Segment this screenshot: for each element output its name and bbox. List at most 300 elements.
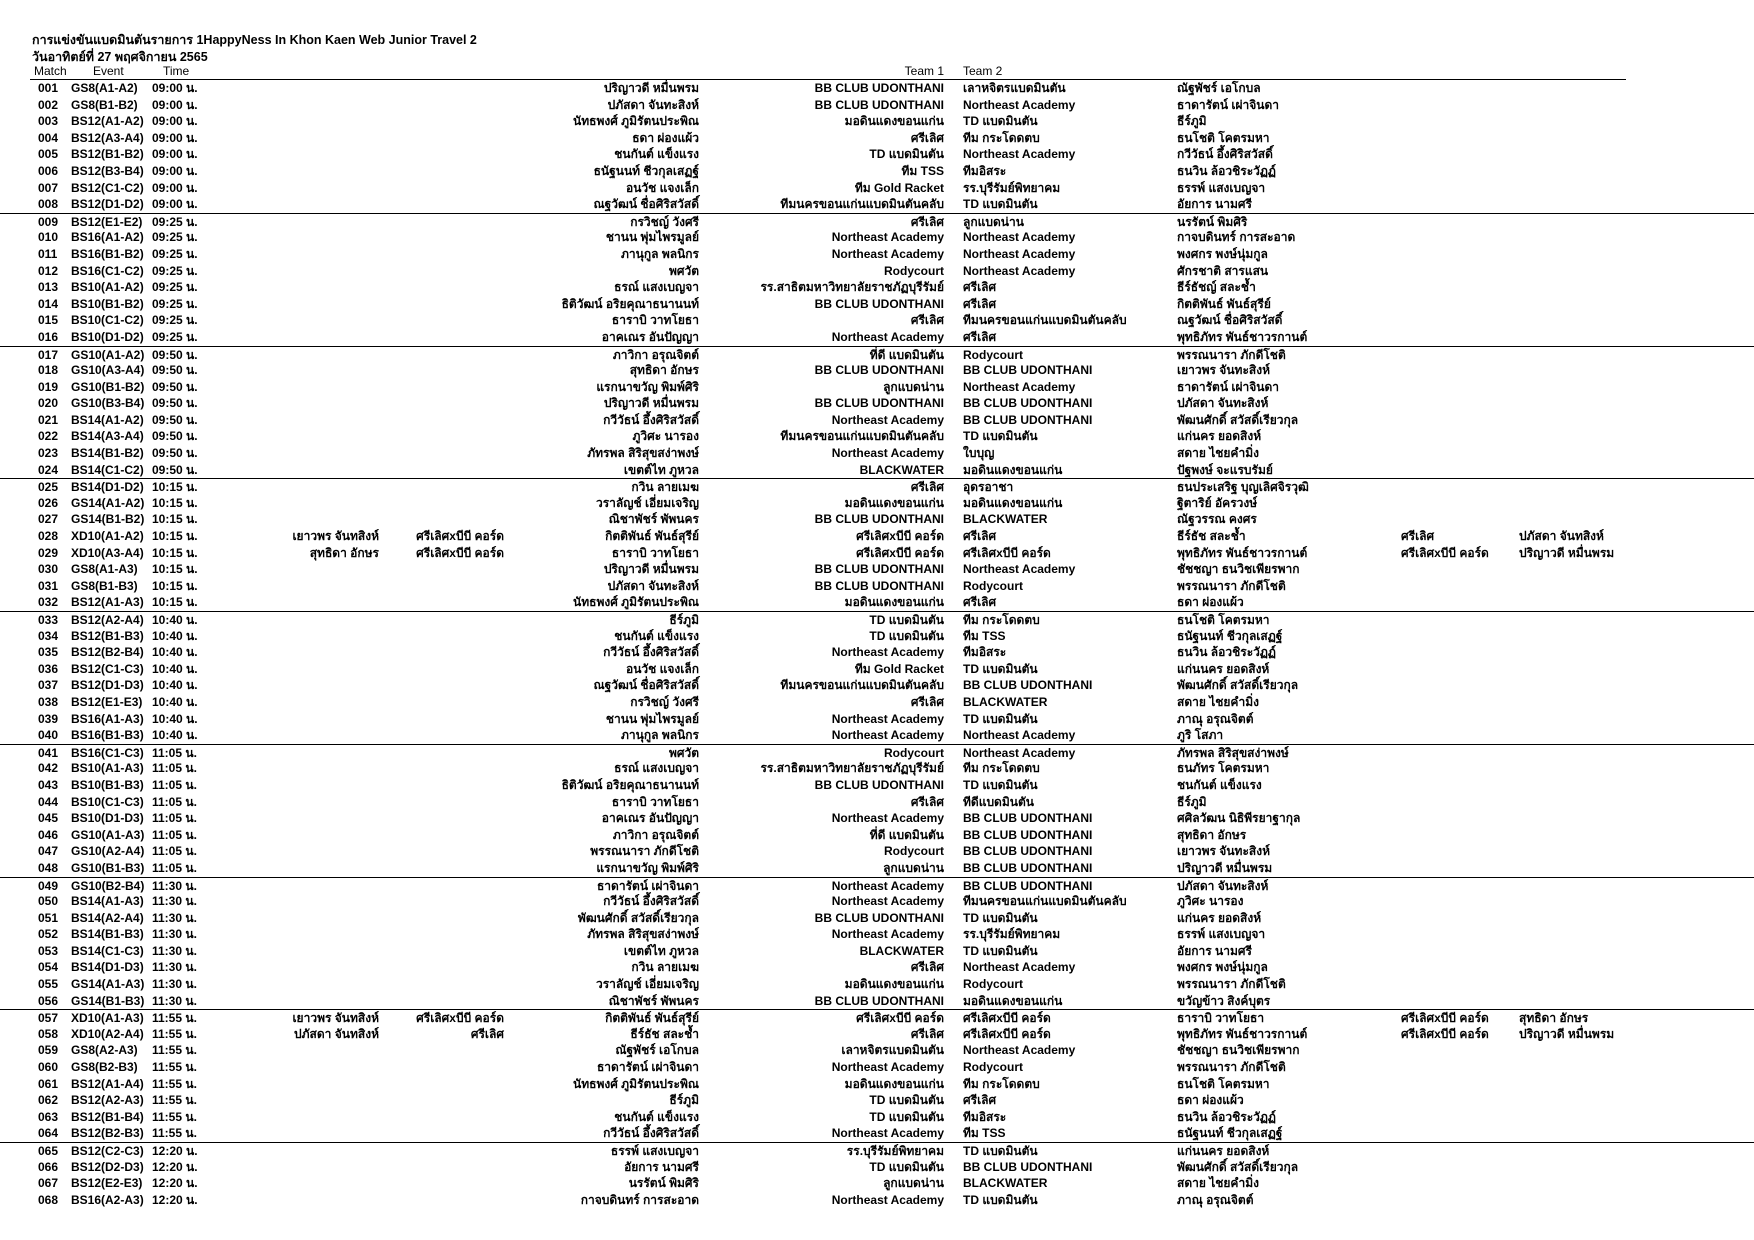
team1-club: BB CLUB UDONTHANI (814, 296, 944, 311)
event-code: BS12(E1-E2) (71, 214, 143, 229)
team1-player: ธาราบิ วาทโยธา (611, 545, 699, 560)
team2-club: เลาหจิตรแบดมินตัน (963, 81, 1066, 95)
team1-player: แรกนาขวัญ พิมพ์ศิริ (596, 860, 699, 875)
team2-player: พรรณนารา ภักดีโชติ (1177, 347, 1286, 362)
column-header-event: Event (93, 64, 124, 78)
team1-club: ลูกแบดน่าน (883, 860, 944, 875)
team2-club: BB CLUB UDONTHANI (963, 412, 1093, 427)
team2-club: TD แบดมินตัน (963, 943, 1038, 958)
table-row (0, 727, 1754, 744)
team2-player: ธีร์ธัช สละช้ำ (1177, 529, 1246, 544)
team2-club: ลูกแบดน่าน (963, 214, 1024, 229)
team2-club: TD แบดมินตัน (963, 777, 1038, 792)
team1-player: วราลัญช์ เอี่ยมเจริญ (595, 977, 699, 992)
team1-player: ชานน พุ่มไพรมูลย์ (605, 711, 699, 726)
match-time: 09:25 น. (152, 230, 198, 245)
team1-club: รร.สาธิตมหาวิทยาลัยราชภัฏบุรีรัมย์ (760, 280, 944, 295)
team2-club: BB CLUB UDONTHANI (963, 827, 1093, 842)
team2-player: ธีร์ธัชญ์ สละช้ำ (1177, 280, 1256, 295)
match-number: 052 (38, 927, 59, 942)
team2-club: ศรีเลิศxบีบี คอร์ด (963, 1011, 1051, 1026)
match-time: 12:20 น. (152, 1159, 198, 1174)
match-number: 019 (38, 379, 59, 394)
column-header-match: Match (34, 64, 67, 78)
table-row (0, 196, 1754, 213)
team2-club: Northeast Academy (963, 230, 1076, 245)
column-header-team1: Team 1 (904, 64, 944, 78)
team2-club: ศรีเลิศ (963, 1093, 997, 1108)
match-time: 09:50 น. (152, 412, 198, 427)
team2-club: ทีมนครขอนแก่นแบดมินตันคลับ (963, 313, 1127, 328)
team1-club: Northeast Academy (831, 1126, 944, 1141)
team1-player: พัฒนศักดิ์ สวัสดิ์เรียวกุล (577, 910, 699, 925)
match-time: 10:40 น. (152, 661, 198, 676)
match-time: 11:30 น. (152, 977, 197, 992)
team1-player: ธาราบิ วาทโยธา (611, 794, 699, 809)
team1-club: TD แบดมินตัน (869, 147, 944, 162)
event-code: BS12(A1-A4) (71, 1076, 144, 1091)
team2-partner-club: ศรีเลิศ (1401, 529, 1435, 544)
team2-player: กาจบดินทร์ การสะอาด (1177, 230, 1296, 245)
team2-player: ปภัสดา จันทะสิงห์ (1177, 878, 1269, 893)
table-row (0, 827, 1754, 844)
team1-player: ณัฐพัชร์ เอโกบล (615, 1043, 699, 1058)
table-row (0, 1192, 1754, 1209)
team1-club: Rodycourt (884, 844, 944, 859)
team1-player: ภัทรพล สิริสุขสง่าพงษ์ (587, 927, 699, 942)
table-row (0, 545, 1754, 562)
table-row (0, 993, 1754, 1010)
team1-club: BB CLUB UDONTHANI (814, 578, 944, 593)
team2-club: Northeast Academy (963, 1043, 1076, 1058)
event-code: GS10(A1-A3) (71, 827, 145, 842)
match-number: 003 (38, 114, 59, 129)
event-code: BS16(C1-C3) (71, 745, 144, 760)
table-row (0, 379, 1754, 396)
match-number: 067 (38, 1176, 59, 1191)
match-number: 051 (38, 910, 59, 925)
team1-player: ชนกันต์ แข็งแรง (614, 628, 699, 643)
table-row (0, 760, 1754, 777)
team2-club: Northeast Academy (963, 745, 1076, 760)
match-time: 09:25 น. (152, 280, 198, 295)
team2-club: BB CLUB UDONTHANI (963, 396, 1093, 411)
match-time: 10:15 น. (152, 545, 198, 560)
table-row (0, 644, 1754, 661)
team2-club: มอดินแดงขอนแก่น (963, 993, 1063, 1008)
match-time: 10:15 น. (152, 480, 198, 495)
event-code: GS10(A1-A2) (71, 347, 145, 362)
team2-player: ธนโชติ โคตรมหา (1177, 613, 1270, 627)
event-code: BS14(C1-C2) (71, 462, 144, 477)
match-time: 11:30 น. (152, 878, 197, 893)
table-row (0, 578, 1754, 595)
table-row (0, 279, 1754, 296)
team1-player: อัยการ นามศรี (624, 1159, 699, 1174)
team1-player: วราลัญช์ เอี่ยมเจริญ (595, 495, 699, 510)
team1-player: ชนกันต์ แข็งแรง (614, 147, 699, 162)
team1-club: Northeast Academy (831, 329, 944, 344)
team1-club: ทีมนครขอนแก่นแบดมินตันคลับ (780, 429, 944, 444)
match-time: 09:00 น. (152, 180, 198, 195)
team2-club: Northeast Academy (963, 728, 1076, 743)
event-code: BS12(A2-A4) (71, 613, 144, 627)
match-number: 042 (38, 761, 59, 776)
table-row (0, 910, 1754, 927)
team2-club: ทีมอิสระ (963, 1109, 1007, 1124)
team1-club: ทีม TSS (901, 163, 944, 178)
team2-club: ศรีเลิศxบีบี คอร์ด (963, 1026, 1051, 1041)
match-number: 031 (38, 578, 59, 593)
table-row (0, 893, 1754, 910)
team2-club: TD แบดมินตัน (963, 661, 1038, 676)
team2-player: พงศกร พงษ์นุ่มกูล (1177, 246, 1268, 261)
team2-player: ณัฐพัชร์ เอโกบล (1177, 81, 1261, 95)
team2-club: ศรีเลิศ (963, 280, 997, 295)
team2-player: ธีร์ภูมิ (1177, 114, 1207, 129)
event-code: BS10(D1-D3) (71, 811, 144, 826)
table-row (0, 594, 1754, 611)
team2-player: ชัชชญา ธนวิชเพียรพาก (1177, 1043, 1300, 1058)
team1-player: อาคเณร อันปัญญา (601, 329, 699, 344)
team1-player: ธีร์ภูมิ (669, 1093, 699, 1108)
match-time: 09:25 น. (152, 313, 198, 328)
team2-player: ภูริ โสภา (1177, 728, 1224, 743)
team1-player: ธิติวัฒน์ อริยคุณาธนานนท์ (561, 296, 699, 311)
team1-club: ที่ดี แบดมินตัน (869, 827, 944, 842)
event-code: BS12(B1-B3) (71, 628, 144, 643)
match-number: 033 (38, 613, 59, 627)
team2-player: ณัฐวรรณ คงศร (1177, 512, 1257, 527)
team2-club: ใบบุญ (963, 446, 995, 461)
match-time: 10:15 น. (152, 512, 198, 527)
table-row (0, 744, 1754, 761)
team1-player: ธรณ์ แสงเบญจา (614, 761, 699, 776)
team1-club: Northeast Academy (831, 412, 944, 427)
team1-player: ภาวิกา อรุณจิตต์ (612, 347, 699, 362)
team2-player: ขวัญข้าว สิงค์บุตร (1177, 993, 1271, 1008)
table-row (0, 694, 1754, 711)
team2-player: ปริญาวดี หมื่นพรม (1177, 860, 1273, 875)
event-code: BS14(A1-A2) (71, 412, 144, 427)
team1-partner-club: ศรีเลิศxบีบี คอร์ด (416, 545, 504, 560)
team2-club: Northeast Academy (963, 246, 1076, 261)
team2-club: BB CLUB UDONTHANI (963, 878, 1093, 893)
match-time: 11:55 น. (152, 1011, 197, 1026)
team2-club: ศรีเลิศxบีบี คอร์ด (963, 545, 1051, 560)
team1-club: ศรีเลิศ (910, 1026, 944, 1041)
team1-club: ทีมนครขอนแก่นแบดมินตันคลับ (780, 678, 944, 693)
match-number: 029 (38, 545, 59, 560)
table-row (0, 561, 1754, 578)
match-number: 009 (38, 214, 59, 229)
team1-club: BB CLUB UDONTHANI (814, 363, 944, 378)
team2-club: Northeast Academy (963, 147, 1076, 162)
match-time: 09:25 น. (152, 214, 198, 229)
match-time: 11:55 น. (152, 1109, 197, 1124)
team1-player: ภาวิกา อรุณจิตต์ (612, 827, 699, 842)
table-row (0, 1159, 1754, 1176)
match-number: 038 (38, 694, 59, 709)
team1-player: กรวิชญ์ วังศรี (630, 214, 699, 229)
match-time: 11:30 น. (152, 960, 197, 975)
event-code: GS10(B2-B4) (71, 878, 145, 893)
match-number: 055 (38, 977, 59, 992)
team2-player: ธนวิน ล้อวชิระวัฏฏ์ (1177, 163, 1276, 178)
team1-partner: เยาวพร จันทสิงห์ (292, 529, 379, 544)
match-number: 028 (38, 529, 59, 544)
team1-partner: ปภัสดา จันทสิงห์ (294, 1026, 379, 1041)
team2-club: Northeast Academy (963, 263, 1076, 278)
table-row (0, 163, 1754, 180)
match-time: 11:55 น. (152, 1076, 197, 1091)
team1-player: ธีร์ธัช สละช้ำ (630, 1026, 699, 1041)
match-number: 005 (38, 147, 59, 162)
team1-club: ศรีเลิศ (910, 694, 944, 709)
team2-club: รร.บุรีรัมย์พิทยาคม (963, 180, 1061, 195)
table-row (0, 628, 1754, 645)
team2-player: พุทธิภัทร พันธ์ชาวรกานต์ (1177, 329, 1308, 344)
team1-club: Northeast Academy (831, 246, 944, 261)
event-code: BS14(C1-C3) (71, 943, 144, 958)
event-code: BS12(C1-C2) (71, 180, 144, 195)
match-number: 015 (38, 313, 59, 328)
match-time: 10:40 น. (152, 645, 198, 660)
team2-player: พัฒนศักดิ์ สวัสดิ์เรียวกุล (1177, 678, 1299, 693)
match-time: 11:05 น. (152, 844, 197, 859)
team1-club: Northeast Academy (831, 711, 944, 726)
team2-player: ธนภัทร โคตรมหา (1177, 761, 1270, 776)
team2-partner: สุทธิดา อักษร (1519, 1011, 1589, 1026)
match-number: 030 (38, 562, 59, 577)
event-code: BS14(D1-D3) (71, 960, 144, 975)
event-code: BS14(B1-B3) (71, 927, 144, 942)
event-code: GS8(B1-B3) (71, 578, 138, 593)
team2-player: พรรณนารา ภักดีโชติ (1177, 578, 1286, 593)
team2-player: ธาดารัตน์ เผ่าจินดา (1177, 97, 1280, 112)
event-code: GS8(B2-B3) (71, 1060, 138, 1075)
team2-player: ธนวิน ล้อวชิระวัฏฏ์ (1177, 1109, 1276, 1124)
event-code: BS12(A2-A3) (71, 1093, 144, 1108)
match-number: 064 (38, 1126, 59, 1141)
team2-player: แก่นนคร ยอดสิงห์ (1177, 661, 1270, 676)
team1-club: มอดินแดงขอนแก่น (844, 495, 944, 510)
match-time: 10:40 น. (152, 628, 198, 643)
event-code: BS10(A1-A3) (71, 761, 144, 776)
team1-partner-club: ศรีเลิศxบีบี คอร์ด (416, 529, 504, 544)
team2-club: ศรีเลิศ (963, 329, 997, 344)
team2-partner: ปภัสดา จันทสิงห์ (1519, 529, 1604, 544)
event-code: BS10(B1-B2) (71, 296, 144, 311)
event-code: BS12(B1-B2) (71, 147, 144, 162)
table-row (0, 329, 1754, 346)
match-number: 065 (38, 1144, 59, 1158)
team1-club: Northeast Academy (831, 446, 944, 461)
table-row (0, 711, 1754, 728)
match-time: 10:15 น. (152, 495, 198, 510)
team2-player: เยาวพร จันทะสิงห์ (1177, 363, 1270, 378)
team2-partner: ปริญาวดี หมื่นพรม (1519, 545, 1615, 560)
match-number: 047 (38, 844, 59, 859)
event-code: BS14(D1-D2) (71, 480, 144, 495)
match-number: 011 (38, 246, 58, 261)
match-number: 013 (38, 280, 59, 295)
table-row (0, 213, 1754, 230)
event-code: BS12(E1-E3) (71, 694, 143, 709)
table-row (0, 1026, 1754, 1043)
table-row (0, 445, 1754, 462)
table-row (0, 180, 1754, 197)
team2-player: ปภัสดา จันทะสิงห์ (1177, 396, 1269, 411)
team2-club: ทีมนครขอนแก่นแบดมินตันคลับ (963, 894, 1127, 909)
event-code: BS12(B1-B4) (71, 1109, 144, 1124)
team2-partner-club: ศรีเลิศxบีบี คอร์ด (1401, 1011, 1489, 1026)
team1-player: ณิชาพัชร์ พัพนคร (608, 993, 699, 1008)
team1-player: สุทธิดา อักษร (629, 363, 699, 378)
team2-club: Rodycourt (963, 977, 1023, 992)
match-time: 10:15 น. (152, 562, 198, 577)
event-code: BS12(A3-A4) (71, 130, 144, 145)
event-code: BS16(C1-C2) (71, 263, 144, 278)
table-row (0, 511, 1754, 528)
event-code: BS12(A1-A3) (71, 595, 144, 610)
team1-player: นัทธพงศ์ ภูมิรัตนประพิณ (573, 595, 699, 610)
event-code: BS10(C1-C2) (71, 313, 144, 328)
team2-club: TD แบดมินตัน (963, 1192, 1038, 1207)
event-code: XD10(A1-A3) (71, 1011, 144, 1026)
team1-club: ทีม Gold Racket (854, 180, 944, 195)
table-row (0, 395, 1754, 412)
team2-player: พัฒนศักดิ์ สวัสดิ์เรียวกุล (1177, 1159, 1299, 1174)
team2-club: ทีม กระโดดตบ (963, 613, 1040, 627)
team2-club: Rodycourt (963, 578, 1023, 593)
match-time: 11:55 น. (152, 1093, 197, 1108)
table-row (0, 1092, 1754, 1109)
match-time: 10:15 น. (152, 578, 198, 593)
team1-club: ทีม Gold Racket (854, 661, 944, 676)
team1-player: ธาดารัตน์ เผ่าจินดา (596, 878, 699, 893)
match-number: 022 (38, 429, 59, 444)
match-number: 006 (38, 163, 59, 178)
team1-player: อนวัช แจงเล็ก (626, 661, 699, 676)
event-code: GS8(A2-A3) (71, 1043, 138, 1058)
team2-club: TD แบดมินตัน (963, 910, 1038, 925)
team2-club: ทีมอิสระ (963, 163, 1007, 178)
team1-club: ศรีเลิศxบีบี คอร์ด (856, 1011, 944, 1026)
event-code: BS16(A2-A3) (71, 1192, 144, 1207)
team2-player: สดาย ไชยคำมิ่ง (1177, 1176, 1259, 1191)
event-code: BS14(B1-B2) (71, 446, 144, 461)
match-time: 09:00 น. (152, 130, 198, 145)
team1-player: อาคเณร อันปัญญา (601, 811, 699, 826)
match-number: 057 (38, 1011, 59, 1026)
team1-player: ปริญาวดี หมื่นพรม (603, 81, 699, 95)
team2-player: ภาณุ อรุณจิตต์ (1177, 1192, 1254, 1207)
event-code: BS16(B1-B2) (71, 246, 144, 261)
match-number: 044 (38, 794, 59, 809)
team2-player: เยาวพร จันทะสิงห์ (1177, 844, 1270, 859)
match-number: 025 (38, 480, 59, 495)
match-number: 053 (38, 943, 59, 958)
team1-club: Northeast Academy (831, 927, 944, 942)
team1-player: ธิติวัฒน์ อริยคุณาธนานนท์ (561, 777, 699, 792)
match-time: 11:05 น. (152, 745, 197, 760)
match-number: 012 (38, 263, 59, 278)
event-code: XD10(A3-A4) (71, 545, 144, 560)
team1-club: Northeast Academy (831, 230, 944, 245)
team1-player: กวิน ลายเมฆ (631, 960, 699, 975)
team1-club: BB CLUB UDONTHANI (814, 993, 944, 1008)
team1-player: ชนกันต์ แข็งแรง (614, 1109, 699, 1124)
team2-club: ทีดีแบดมินตัน (963, 794, 1034, 809)
team1-club: ศรีเลิศ (910, 313, 944, 328)
team1-club: ที่ดี แบดมินตัน (869, 347, 944, 362)
team1-partner-club: ศรีเลิศxบีบี คอร์ด (416, 1011, 504, 1026)
team1-player: ภานุกูล พลนิกร (621, 246, 699, 261)
team1-club: ศรีเลิศ (910, 480, 944, 495)
team2-player: นรรัตน์ พิมศิริ (1177, 214, 1248, 229)
match-number: 041 (38, 745, 59, 760)
team2-player: พัฒนศักดิ์ สวัสดิ์เรียวกุล (1177, 412, 1299, 427)
team1-club: TD แบดมินตัน (869, 628, 944, 643)
match-number: 026 (38, 495, 59, 510)
match-number: 059 (38, 1043, 59, 1058)
match-number: 021 (38, 412, 59, 427)
match-time: 09:50 น. (152, 462, 198, 477)
team2-club: TD แบดมินตัน (963, 429, 1038, 444)
event-code: GS8(A1-A3) (71, 562, 138, 577)
team2-club: BB CLUB UDONTHANI (963, 860, 1093, 875)
event-code: BS12(B2-B3) (71, 1126, 144, 1141)
event-code: GS14(B1-B3) (71, 993, 145, 1008)
team1-player: นรรัตน์ พิมศิริ (628, 1176, 699, 1191)
match-number: 062 (38, 1093, 59, 1108)
event-code: GS10(A3-A4) (71, 363, 145, 378)
match-number: 034 (38, 628, 59, 643)
event-code: BS10(C1-C3) (71, 794, 144, 809)
table-row (0, 263, 1754, 280)
team2-player: พงศกร พงษ์นุ่มกูล (1177, 960, 1268, 975)
match-number: 008 (38, 197, 59, 212)
table-row (0, 959, 1754, 976)
team1-club: TD แบดมินตัน (869, 1093, 944, 1108)
team2-player: สุทธิดา อักษร (1177, 827, 1247, 842)
team2-player: พุทธิภัทร พันธ์ชาวรกานต์ (1177, 545, 1308, 560)
team2-club: TD แบดมินตัน (963, 197, 1038, 212)
team2-player: ภูวิศะ นารอง (1177, 894, 1244, 909)
table-row (0, 428, 1754, 445)
match-time: 09:25 น. (152, 246, 198, 261)
team2-player: ปัฐพงษ์ จะแรบรัมย์ (1177, 462, 1273, 477)
team1-club: BB CLUB UDONTHANI (814, 910, 944, 925)
team1-player: ธาราบิ วาทโยธา (611, 313, 699, 328)
team1-player: เขตต์ไท ภูหวล (623, 462, 699, 477)
team2-player: ศักรชาติ สารแสน (1177, 263, 1269, 278)
table-row (0, 1142, 1754, 1159)
team1-player: กวีวัธน์ อึ้งศิริสวัสดิ์ (603, 412, 699, 427)
team1-player: กรวิชญ์ วังศรี (630, 694, 699, 709)
event-code: BS12(D2-D3) (71, 1159, 144, 1174)
table-row (0, 794, 1754, 811)
match-number: 010 (38, 230, 59, 245)
team2-club: BB CLUB UDONTHANI (963, 811, 1093, 826)
event-code: BS12(D1-D2) (71, 197, 144, 212)
team1-club: Northeast Academy (831, 811, 944, 826)
team2-player: พรรณนารา ภักดีโชติ (1177, 1060, 1286, 1075)
team2-player: ธาราบิ วาทโยธา (1177, 1011, 1265, 1026)
team2-player: แก่นคร ยอดสิงห์ (1177, 910, 1262, 925)
match-time: 11:55 น. (152, 1126, 197, 1141)
